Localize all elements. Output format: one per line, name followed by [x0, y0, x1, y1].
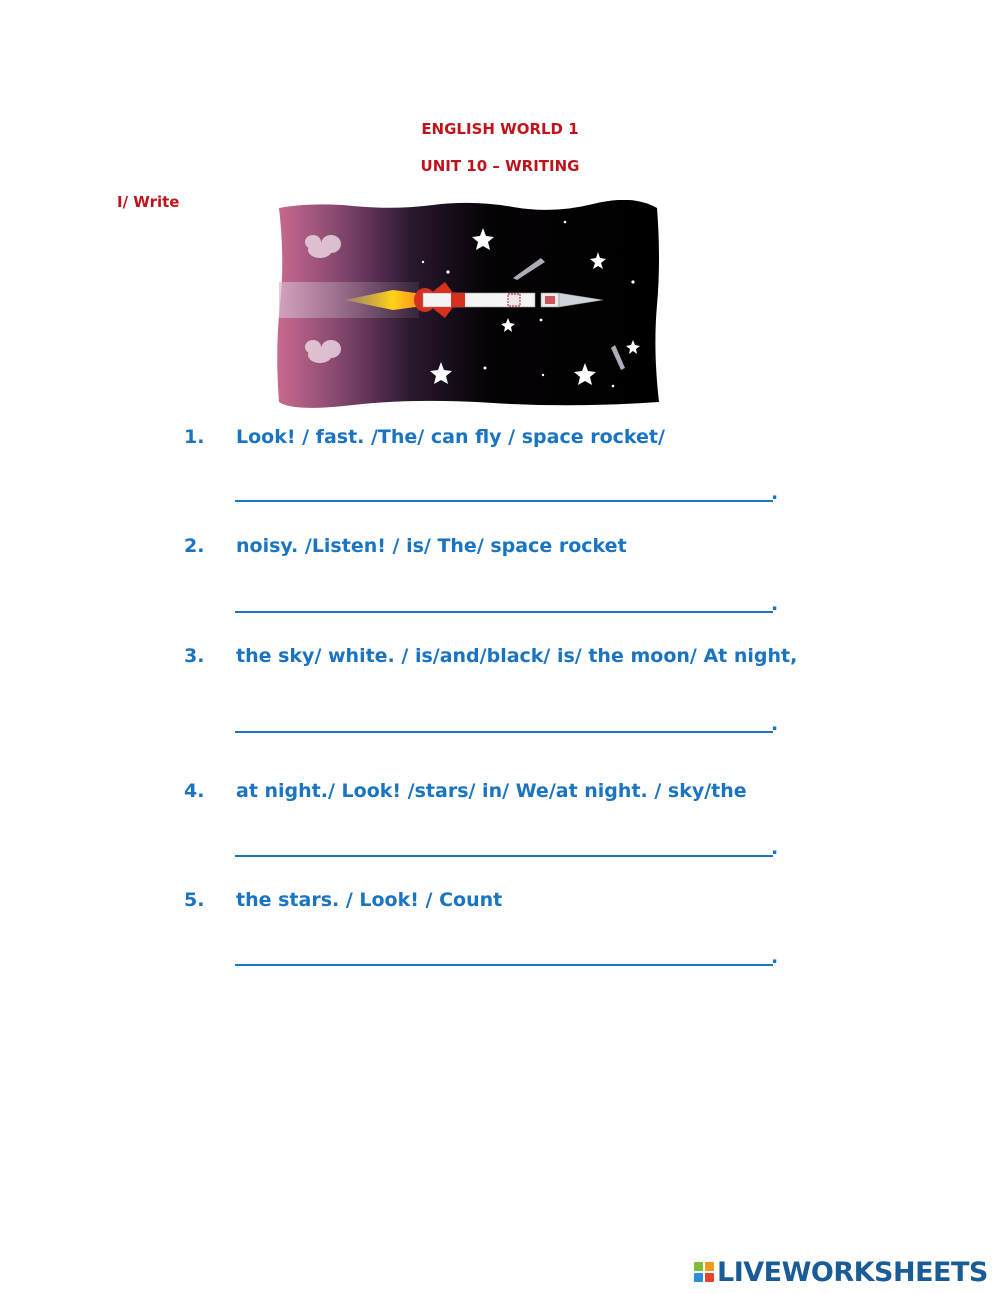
answer-input[interactable] — [235, 835, 773, 857]
answer-input[interactable] — [235, 944, 773, 966]
question-number: 1. — [184, 426, 205, 448]
question-prompt: the stars. / Look! / Count — [236, 889, 503, 911]
liveworksheets-logo-icon — [694, 1262, 714, 1282]
space-rocket-illustration — [273, 200, 663, 410]
worksheet-title: ENGLISH WORLD 1 — [421, 120, 579, 138]
answer-input[interactable] — [235, 711, 773, 733]
sentence-period: . — [771, 946, 779, 968]
brand-name: LIVEWORKSHEETS — [717, 1256, 988, 1288]
question-prompt: the sky/ white. / is/and/black/ is/ the moon/ At night, — [236, 645, 798, 667]
question-number: 2. — [184, 535, 205, 557]
sentence-period: . — [771, 713, 779, 735]
question-prompt: Look! / fast. /The/ can fly / space rocket/ — [236, 426, 665, 448]
sentence-period: . — [771, 482, 779, 504]
sentence-period: . — [771, 837, 779, 859]
section-label: I/ Write — [117, 193, 180, 211]
question-number: 5. — [184, 889, 205, 911]
answer-input[interactable] — [235, 480, 773, 502]
liveworksheets-logo — [694, 1255, 988, 1289]
question-number: 3. — [184, 645, 205, 667]
worksheet-subtitle: UNIT 10 – WRITING — [420, 157, 580, 175]
question-number: 4. — [184, 780, 205, 802]
question-prompt: at night./ Look! /stars/ in/ We/at night. / sky/the — [236, 780, 747, 802]
question-prompt: noisy. /Listen! / is/ The/ space rocket — [236, 535, 627, 557]
answer-input[interactable] — [235, 591, 773, 613]
sentence-period: . — [771, 593, 779, 615]
